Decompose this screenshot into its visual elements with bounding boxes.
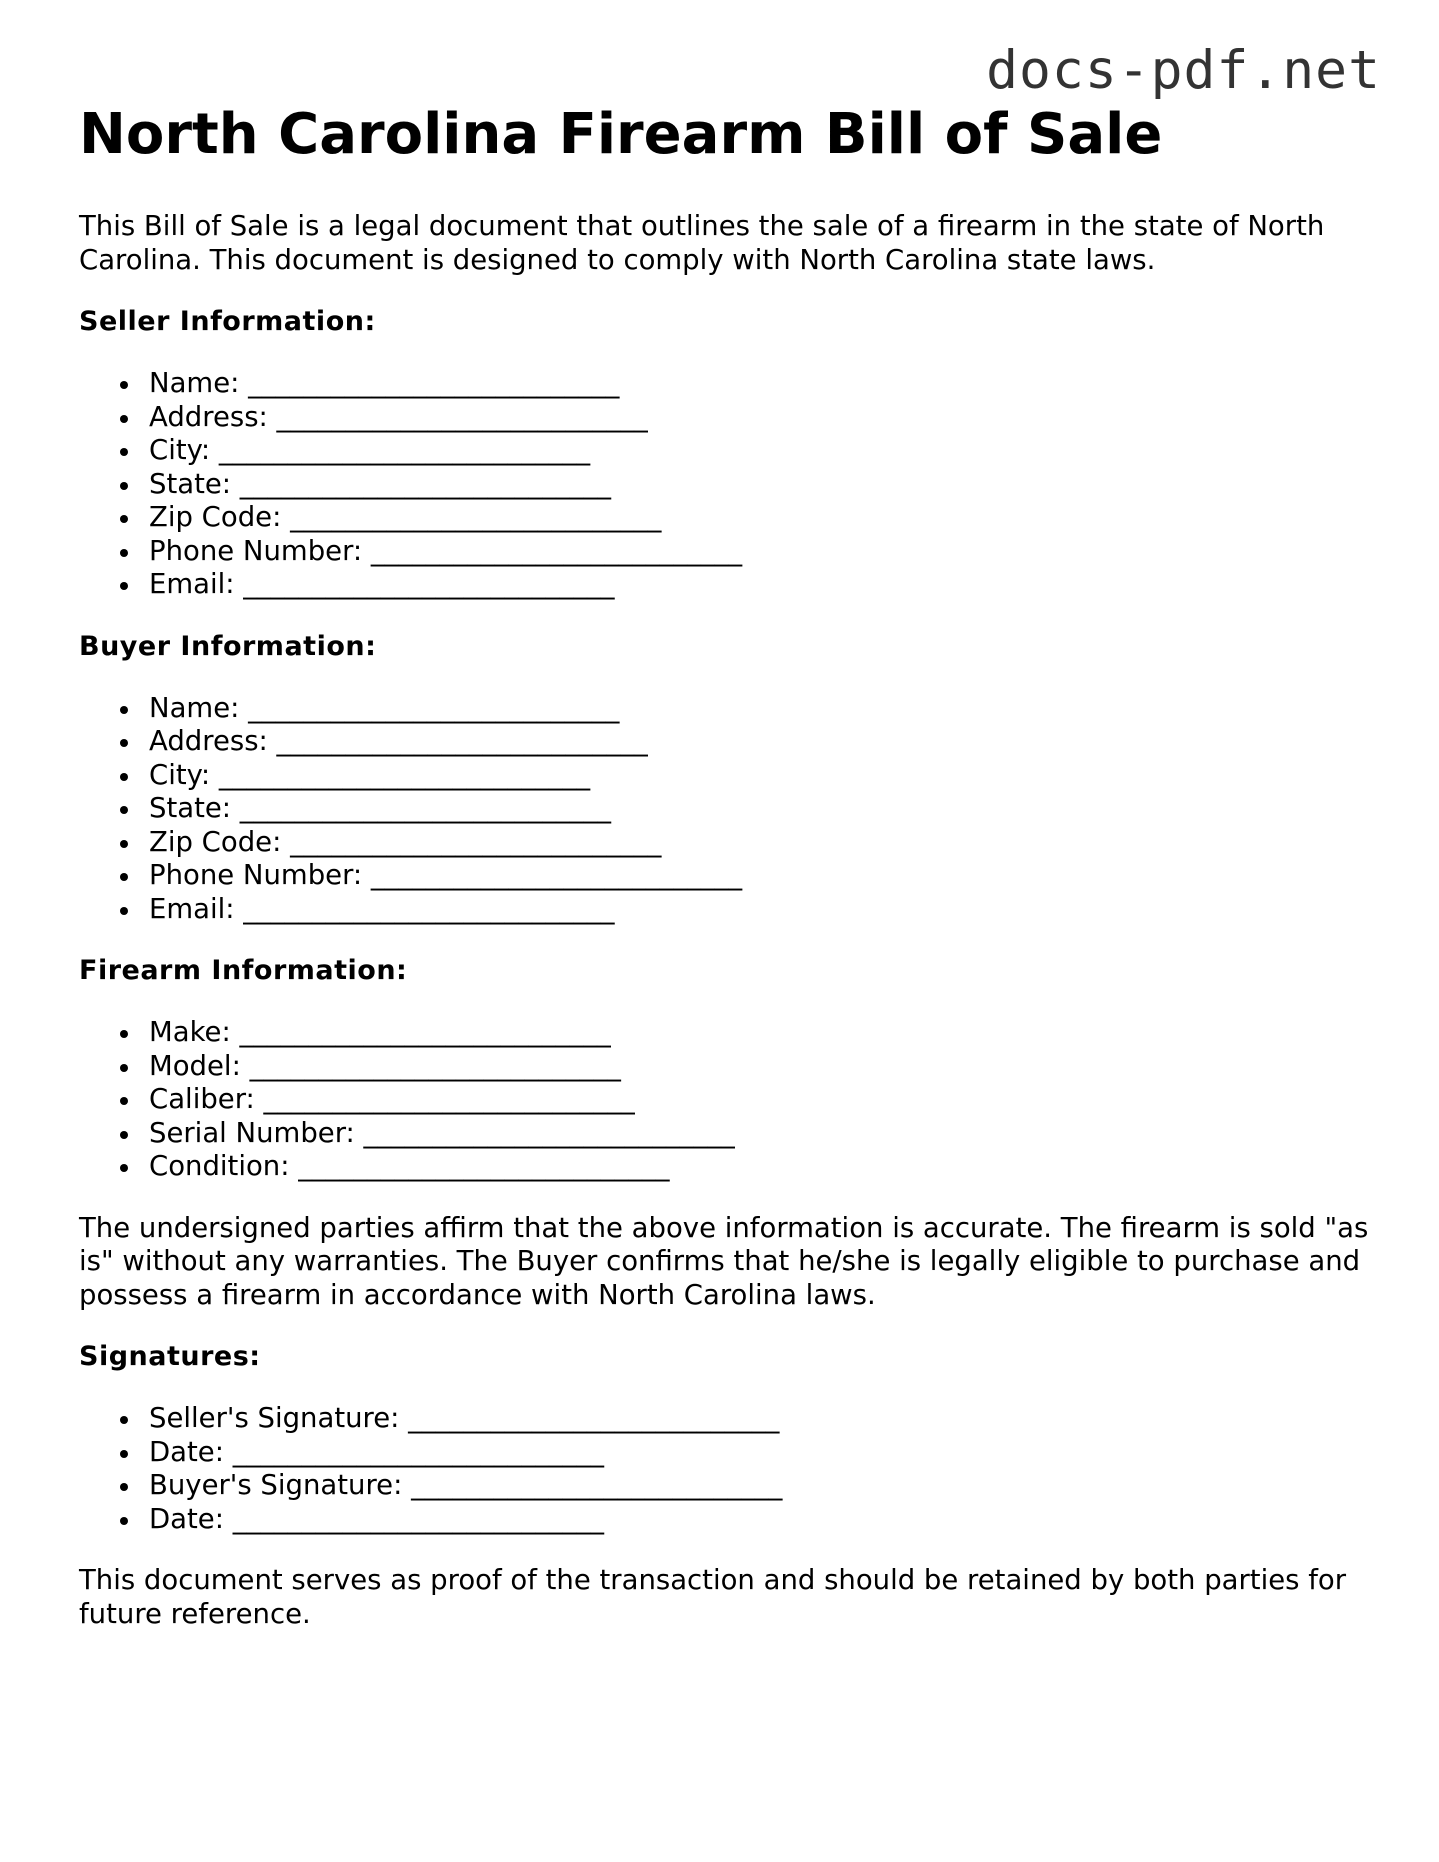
bullet-icon	[120, 1164, 128, 1172]
buyer-name-field: Name: ___________________________	[149, 692, 1369, 726]
bullet-icon	[120, 482, 128, 490]
bullet-icon	[120, 907, 128, 915]
bullet-icon	[120, 1416, 128, 1424]
seller-state-field: State: ___________________________	[149, 468, 1369, 502]
buyer-city-field: City: ___________________________	[149, 759, 1369, 793]
bullet-icon	[120, 739, 128, 747]
seller-address-field: Address: ___________________________	[149, 401, 1369, 435]
buyer-zip-field: Zip Code: ___________________________	[149, 826, 1369, 860]
firearm-field-list	[79, 1016, 1369, 1184]
affirmation-paragraph: The undersigned parties affirm that the above information is accurate. The firearm is sold "as is" without any warranties. The Buyer confirms that he/she is legally eligible to purchase and possess a firearm in accordance with North Carolina laws.	[79, 1211, 1369, 1311]
document-title: North Carolina Firearm Bill of Sale	[79, 102, 1163, 167]
seller-date-field: Date: ___________________________	[149, 1436, 1369, 1470]
seller-zip-field: Zip Code: ___________________________	[149, 501, 1369, 535]
buyer-phone-field: Phone Number: ___________________________	[149, 859, 1369, 893]
firearm-serial-field: Serial Number: ___________________________	[149, 1117, 1369, 1151]
signatures-heading: Signatures:	[79, 1341, 261, 1372]
bullet-icon	[120, 582, 128, 590]
buyer-date-field: Date: ___________________________	[149, 1503, 1369, 1537]
seller-heading: Seller Information:	[79, 306, 376, 337]
seller-email-field: Email: ___________________________	[149, 568, 1369, 602]
bullet-icon	[120, 448, 128, 456]
bullet-icon	[120, 1030, 128, 1038]
firearm-model-field: Model: ___________________________	[149, 1050, 1369, 1084]
bullet-icon	[120, 1064, 128, 1072]
firearm-heading: Firearm Information:	[79, 955, 408, 986]
bullet-icon	[120, 515, 128, 523]
seller-name-field: Name: ___________________________	[149, 367, 1369, 401]
bullet-icon	[120, 1450, 128, 1458]
seller-city-field: City: ___________________________	[149, 434, 1369, 468]
buyer-email-field: Email: ___________________________	[149, 893, 1369, 927]
bullet-icon	[120, 806, 128, 814]
bullet-icon	[120, 381, 128, 389]
firearm-make-field: Make: ___________________________	[149, 1016, 1369, 1050]
watermark: docs-pdf.net	[986, 40, 1381, 101]
firearm-condition-field: Condition: ___________________________	[149, 1150, 1369, 1184]
signature-field-list	[79, 1402, 1369, 1536]
firearm-caliber-field: Caliber: ___________________________	[149, 1083, 1369, 1117]
bullet-icon	[120, 549, 128, 557]
bullet-icon	[120, 1517, 128, 1525]
bullet-icon	[120, 1483, 128, 1491]
seller-field-list	[79, 367, 1369, 602]
bullet-icon	[120, 1131, 128, 1139]
bullet-icon	[120, 773, 128, 781]
bullet-icon	[120, 415, 128, 423]
buyer-field-list	[79, 692, 1369, 927]
buyer-state-field: State: ___________________________	[149, 792, 1369, 826]
buyer-signature-field: Buyer's Signature: ___________________________	[149, 1469, 1369, 1503]
buyer-heading: Buyer Information:	[79, 630, 377, 662]
seller-signature-field: Seller's Signature: ___________________________	[149, 1402, 1369, 1436]
bullet-icon	[120, 1097, 128, 1105]
bullet-icon	[120, 840, 128, 848]
seller-phone-field: Phone Number: ___________________________	[149, 535, 1369, 569]
document-page	[79, 100, 1369, 1631]
bullet-icon	[120, 706, 128, 714]
buyer-address-field: Address: ___________________________	[149, 725, 1369, 759]
intro-paragraph: This Bill of Sale is a legal document that outlines the sale of a firearm in the state of North Carolina. This document is designed to comply with North Carolina state laws.	[79, 210, 1325, 276]
bullet-icon	[120, 873, 128, 881]
closing-paragraph: This document serves as proof of the transaction and should be retained by both parties for future reference.	[79, 1564, 1347, 1630]
